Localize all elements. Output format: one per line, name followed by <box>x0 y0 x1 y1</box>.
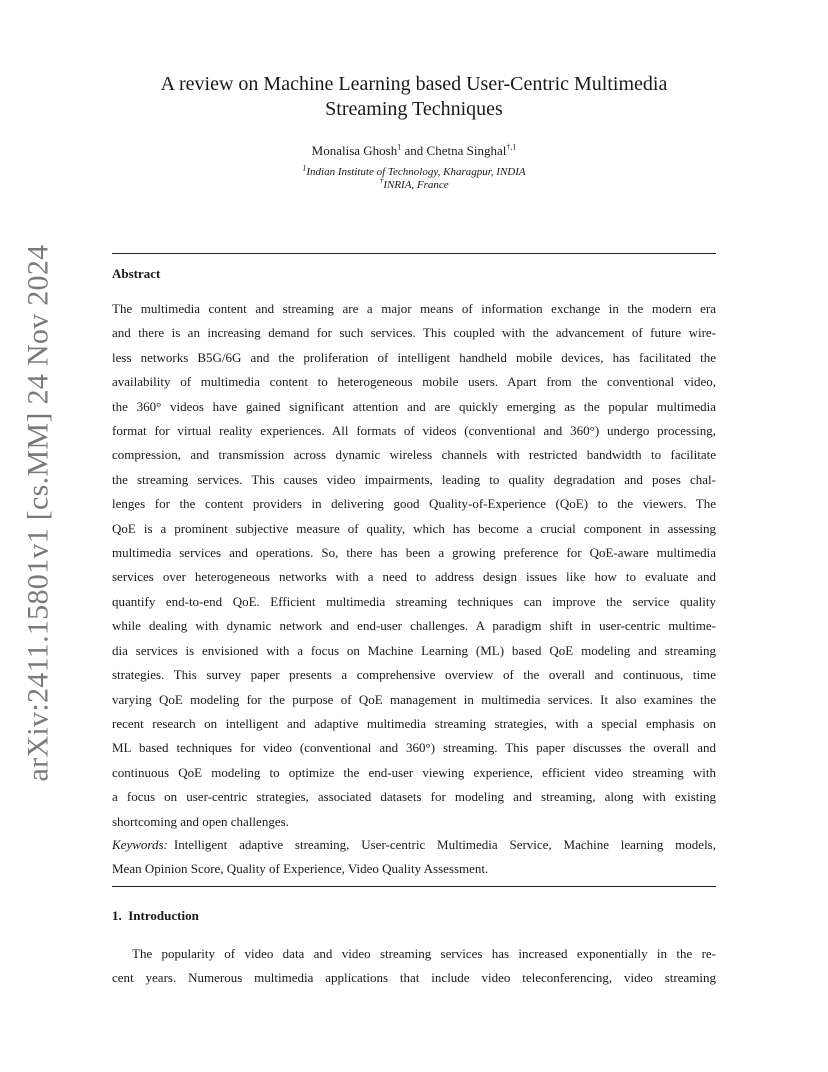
introduction-line: cent years. Numerous multimedia applications that include video teleconferencing, video streaming <box>112 970 716 986</box>
abstract-line: shortcoming and open challenges. <box>112 813 289 829</box>
affiliation <box>112 163 716 178</box>
affiliation-mark: 1 <box>302 163 307 173</box>
abstract-line: less networks B5G/6G and the proliferation of intelligent handheld mobile devices, has facilitated the <box>112 349 716 365</box>
abstract-line: quantify end-to-end QoE. Efficient multimedia streaming techniques can improve the service quality <box>112 593 716 609</box>
abstract-line: strategies. This survey paper presents a comprehensive overview of the overall and continuous, time <box>112 667 716 683</box>
abstract-line: while dealing with dynamic network and end-user challenges. A paradigm shift in user-centric multime- <box>112 618 716 634</box>
author-affiliation-mark: †,1 <box>506 142 517 152</box>
title-line: Streaming Techniques <box>325 98 503 120</box>
abstract-line: continuous QoE modeling to optimize the end-user viewing experience, efficient video streaming with <box>112 764 716 780</box>
abstract-line: dia services is envisioned with a focus on Machine Learning (ML) based QoE modeling and streaming <box>112 642 716 658</box>
affiliation-text: INRIA, France <box>383 179 449 191</box>
abstract-line: compression, and transmission across dynamic wireless channels with restricted bandwidth to facilitate <box>112 447 716 463</box>
affiliation-text: Indian Institute of Technology, Kharagpur, INDIA <box>306 166 526 178</box>
introduction-body <box>112 942 716 991</box>
abstract-heading: Abstract <box>112 266 161 281</box>
abstract-line: varying QoE modeling for the purpose of QoE management in multimedia services. It also examines the <box>112 691 716 707</box>
introduction-line: The popularity of video data and video streaming services has increased exponentially in the re- <box>132 946 716 961</box>
author-name: Monalisa Ghosh <box>311 143 398 158</box>
abstract-line: services over heterogeneous networks with a need to address design issues like how to evaluate and <box>112 569 716 585</box>
author-name: Chetna Singhal <box>426 143 507 158</box>
abstract-line: ML based techniques for video (conventional and 360°) streaming. This paper discusses the overall and <box>112 740 716 756</box>
abstract-body <box>112 297 716 834</box>
abstract-line: recent research on intelligent and adaptive multimedia streaming strategies, with a special emphasis on <box>112 715 716 731</box>
abstract-line: format for virtual reality experiences. All formats of videos (conventional and 360°) undergo processing, <box>112 423 716 439</box>
abstract-line: and there is an increasing demand for such services. This coupled with the advancement of future wire- <box>112 325 716 341</box>
abstract-line: a focus on user-centric strategies, associated datasets for modeling and streaming, along with existing <box>112 789 716 805</box>
keywords-text: Intelligent adaptive streaming, User-centric Multimedia Service, Machine learning models, <box>173 837 716 852</box>
abstract-line: QoE is a prominent subjective measure of quality, which has become a crucial component in assessing <box>112 520 716 536</box>
abstract-bottom-rule <box>112 886 716 887</box>
abstract-line: the streaming services. This causes video impairments, leading to quality degradation and poses chal- <box>112 471 716 487</box>
paper-title <box>112 72 716 122</box>
section-heading-introduction: 1. Introduction <box>112 908 199 923</box>
affiliation <box>112 176 716 191</box>
abstract-line: the 360° videos have gained significant attention and are quickly emerging as the popular multimedia <box>112 398 716 414</box>
abstract-top-rule <box>112 253 716 254</box>
author-list <box>112 143 716 159</box>
arxiv-side-stamp <box>17 244 59 781</box>
keywords <box>112 833 716 881</box>
keywords-line: Mean Opinion Score, Quality of Experience, Video Quality Assessment. <box>112 861 489 876</box>
abstract-line: lenges for the content providers in delivering good Quality-of-Experience (QoE) to the viewers. The <box>112 496 716 512</box>
keywords-line <box>112 833 716 857</box>
title-line: A review on Machine Learning based User-Centric Multimedia <box>160 73 668 95</box>
keywords-label: Keywords: <box>112 837 168 852</box>
affiliation-mark: † <box>379 176 384 186</box>
author-conjunction: and <box>401 143 427 158</box>
arxiv-identifier: arXiv:2411.15801v1 [cs.MM] 24 Nov 2024 <box>21 244 55 781</box>
author-affiliation-mark: 1 <box>397 142 402 152</box>
abstract-line: availability of multimedia content to heterogeneous mobile users. Apart from the conventional video, <box>112 374 716 390</box>
abstract-line: The multimedia content and streaming are a major means of information exchange in the modern era <box>112 301 716 316</box>
abstract-line: multimedia services and operations. So, there has been a growing preference for QoE-aware multimedia <box>112 545 716 561</box>
